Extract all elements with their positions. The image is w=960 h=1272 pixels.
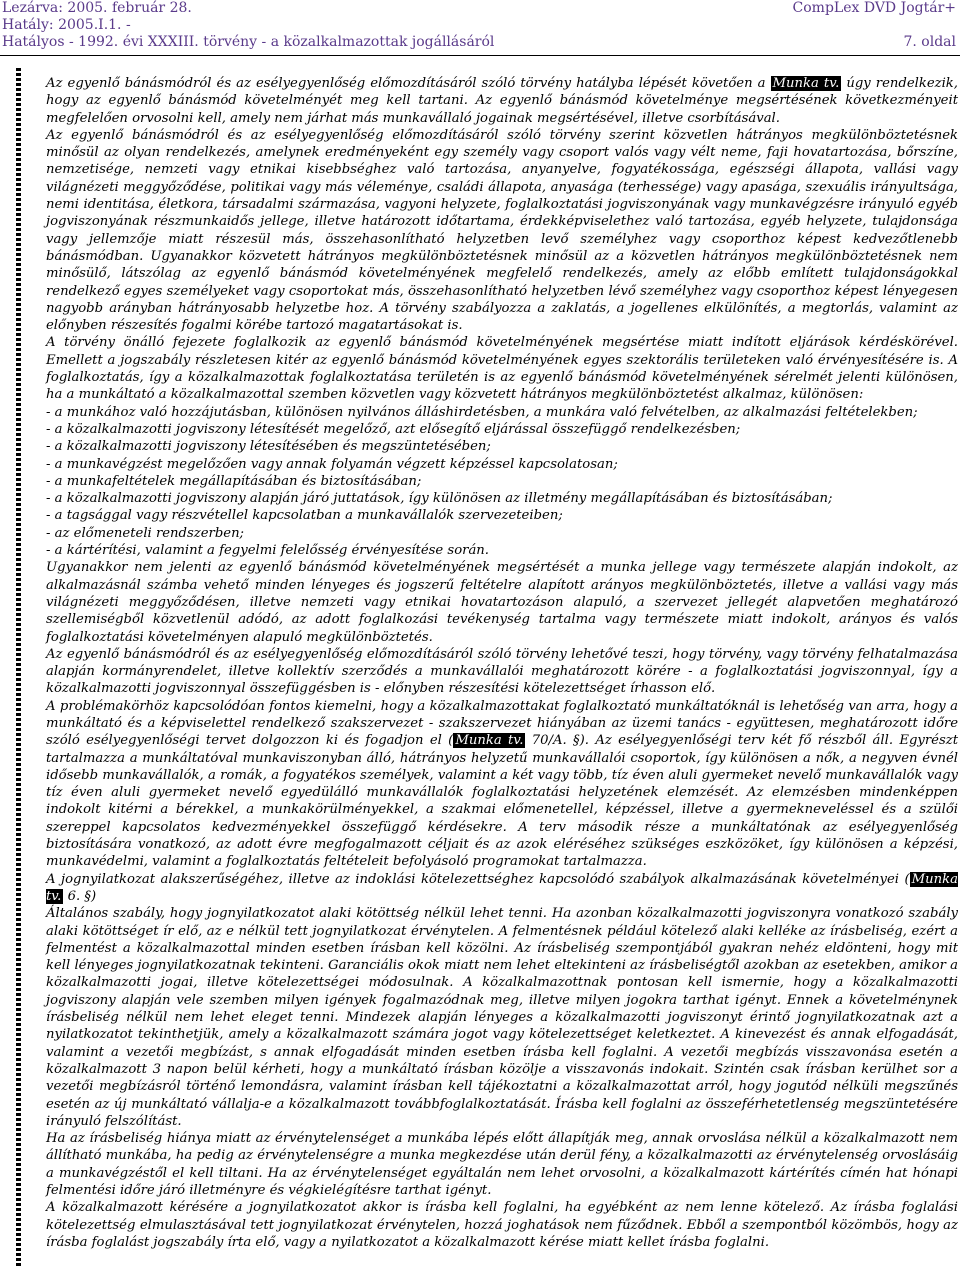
- paragraph-6-text-a: A problémakörhöz kapcsolódóan fontos kiemelni, hogy a közalkalmazottakat foglalkoztató munkáltatóknál is lehetőség van arra, hogy a munkáltató és a képviselettel rendelkező szakszervezet - szakszervezet hiányában az üzemi tanács - együttesen, meghatározott időre szóló esélyegyenlőségi tervet dolgozzon ki és fogadjon el (: [46, 698, 958, 749]
- list-item: - a munkafeltételek megállapításában és biztosításában;: [46, 473, 422, 489]
- header-law-title: Hatályos - 1992. évi XXXIII. törvény - a közalkalmazottak jogállásáról: [2, 34, 495, 50]
- paragraph-7-text-b: 6. §): [63, 888, 97, 904]
- header-product: CompLex DVD Jogtár+: [792, 0, 956, 16]
- header-page-number: 7. oldal: [903, 34, 956, 50]
- munka-tv-link[interactable]: Munka tv.: [455, 733, 524, 749]
- paragraph-5: Az egyenlő bánásmódról és az esélyegyenlőség előmozdításáról szóló törvény lehetővé teszi, hogy törvény, vagy törvény felhatalmazása alapján kormányrendelet, illetve kollektív szerződés a munkavállalói meghatározott körére - a foglalkoztatási jogviszonnyal, így a közalkalmazotti jogviszonnyal összefüggésben is - előnyben részesítési kötelezettséget írhasson elő.: [46, 646, 958, 697]
- paragraph-6: [46, 698, 958, 871]
- header-closed-date: Lezárva: 2005. február 28.: [2, 0, 192, 16]
- list-item: - a munkavégzést megelőzően vagy annak folyamán végzett képzéssel kapcsolatosan;: [46, 456, 618, 472]
- document-body: [46, 75, 958, 1251]
- header-validity: Hatály: 2005.I.1. -: [2, 17, 131, 33]
- list-item: - az előmeneteli rendszerben;: [46, 525, 244, 541]
- list-item: - a közalkalmazotti jogviszony létesítését megelőző, azt elősegítő eljárással összefüggő rendelkezésben;: [46, 421, 741, 437]
- paragraph-8: Általános szabály, hogy jognyilatkozatot alaki kötöttség nélkül lehet tenni. Ha azonban közalkalmazotti jogviszonyra vonatkozó szabály alaki kötöttséget ír elő, az e nélkül tett jognyilatkozat érvénytelen. A felmentésnek például kötelező alaki kelléke az írásbeliség, ezért a felmentést a közalkalmazottal minden esetben írásban kell közölni. Az írásbeliség szempontjából gyakran nehéz eldönteni, hogy mit kell lényeges jognyilatkozatnak tekinteni. Garanciális okok miatt nem lehet eltekinteni az írásbeliségtől azokban az esetekben, amikor a közalkalmazotti jogai, illetve kötelezettségei módosulnak. A közalkalmazottnak pontosan kell ismernie, hogy a közalkalmazotti jogviszony alapján vele szemben milyen igények fogalmazódnak meg, illetve milyen jogokra tarthat igényt. Ennek a követelménynek írásbeliség nélkül nem lehet eleget tenni. Mindezek alapján lényeges a közalkalmazotti jogviszonyt érintő jognyilatkozatnak azt a nyilatkozatot tekinthetjük, amely a közalkalmazott számára jogot vagy kötelezettséget keletkeztet. A kinevezést és annak elfogadását, valamint a vezetői megbízást, s annak elfogadását minden esetben írásba kell foglalni. A vezetői megbízás visszavonása esetén a közalkalmazott 3 napon belül kérheti, hogy a munkáltató írásban közölje a visszavonás indokait. Szintén csak írásban kerülhet sor a vezetői megbízásról történő lemondásra, valamint írásban kell tájékoztatni a közalkalmazottat arról, hogy jogutód nélküli megszűnés esetén az új munkáltató vállalja-e a közalkalmazott továbbfoglalkoztatását. Írásba kell foglalni az összeférhetetlenség megszüntetésére irányuló felszólítást.: [46, 906, 958, 1129]
- munka-tv-link[interactable]: Munka tv.: [46, 871, 958, 904]
- paragraph-9: Ha az írásbeliség hiánya miatt az érvénytelenséget a munkába lépés előtt állapítják meg, annak orvoslása nélkül a közalkalmazott nem állítható munkába, ha pedig az érvénytelenségre a munka megkezdése után derül fény, a közalkalmazotti az érvénytelenség orvoslásáig a munkavégzéstől el kell tiltani. Ha az érvénytelenséget egyáltalán nem lehet orvosolni, a közalkalmazott kártérítés címén hat hónapi felmentési időre járó illetményre és végkielégítésre tarthat igényt.: [46, 1131, 958, 1198]
- paragraph-1: [46, 75, 958, 127]
- paragraph-6-text-b: 70/A. §). Az esélyegyenlőségi terv két fő részből áll. Egyrészt tartalmazza a munkáltatóval munkaviszonyban álló, hátrányos helyzetű munkavállalói csoportok, így különösen a nők, a negyven évnél idősebb munkavállalók, a romák, a fogyatékos személyek, valamint a két vagy több, tíz éven aluli gyermeket nevelő munkavállalók vagy tíz éven aluli gyermeket nevelő egyedülálló munkavállalók foglalkoztatási helyzetének elemzését. Az elemzésben mindenképpen indokolt kitérni a bérekkel, a munkakörülményekkel, a szakmai előmenetellel, képzéssel, illetve a gyermekneveléssel és a szülői szereppel kapcsolatos kedvezményekkel összefüggő kérdésekre. A terv második része a munkáltatónak az esélyegyenlőség biztosítására vonatkozó, az adott évre megfogalmazott céljait és az azok eléréséhez szükséges eszközöket, így különösen a képzési, munkavédelmi, valamint a foglalkoztatás feltételeit befolyásoló programokat tartalmazza.: [46, 733, 958, 870]
- header-divider: [0, 55, 960, 56]
- paragraph-2: Az egyenlő bánásmódról és az esélyegyenlőség előmozdításáról szóló törvény szerint közvetlen hátrányos megkülönböztetésnek minősül az olyan rendelkezés, amelynek eredményeként egy személy vagy csoport valós vagy vélt neme, faji hovatartozása, bőrszíne, nemzetisége, nemzeti vagy etnikai kisebbséghez való tartozása, anyanyelve, fogyatékossága, egészségi állapota, vallási vagy világnézeti meggyőződése, politikai vagy más véleménye, családi állapota, anyasága (terhessége) vagy apasága, szexuális irányultsága, nemi identitása, életkora, társadalmi származása, vagyoni helyzete, foglalkoztatási jogviszonyának vagy munkavégzésre irányuló egyéb jogviszonyának részmunkaidős jellege, illetve határozott időtartama, érdekképviselethez való tartozása, egyéb helyzete, tulajdonsága vagy jellemzője miatt részesül más, összehasonlítható helyzetben levő személyhez vagy csoporthoz képest kedvezőtlenebb bánásmódban. Ugyanakkor közvetett hátrányos megkülönböztetésnek minősül az a közvetlen hátrányos megkülönböztetésnek nem minősülő, látszólag az egyenlő bánásmód követelményének megfelelő rendelkezés, amely az előbb említett tulajdonságokkal rendelkező egyes személyeket vagy csoportokat más, összehasonlítható helyzetben lévő személyhez vagy csoporthoz képest lényegesen nagyobb arányban hátrányosabb helyzetbe hoz. A törvény szabályozza a zaklatás, a jogellenes elkülönítés, a megtorlás, valamint az előnyben részesítés fogalmi körébe tartozó magatartásokat is.: [46, 127, 958, 334]
- paragraph-7: [46, 871, 958, 906]
- list-item: - a tagsággal vagy részvétellel kapcsolatban a munkavállalók szervezeteiben;: [46, 508, 563, 524]
- list-item: - a kártérítési, valamint a fegyelmi felelősség érvényesítése során.: [46, 543, 489, 559]
- paragraph-1-text-b: úgy rendelkezik, hogy az egyenlő bánásmód követelményét meg kell tartani. Az egyenlő bánásmód követelménye megsértésének következményeit megfelelően orvosolni kell, amely nem járhat más munkavállaló jogainak megsértésével, illetve csorbításával.: [46, 76, 958, 126]
- paragraph-4: Ugyanakkor nem jelenti az egyenlő bánásmód követelményének megsértését a munka jellege vagy természete alapján indokolt, az alkalmazásnál számba vehető minden lényeges és jogszerű feltételre alapított arányos megkülönböztetés, illetve a vallási vagy más világnézeti meggyőződésen, illetve nemzeti vagy etnikai hovatartozáson alapuló, a szervezet jellegét alapvetően meghatározó szellemiségből közvetlenül adódó, az adott foglalkozási tevékenység tartalma vagy természete miatt indokolt, arányos és valós foglalkoztatási követelményen alapuló megkülönböztetés.: [46, 560, 958, 645]
- list-item: - a közalkalmazotti jogviszony alapján járó juttatások, így különösen az illetmény megállapításában és biztosításában;: [46, 491, 833, 507]
- munka-tv-link[interactable]: Munka tv.: [772, 76, 840, 91]
- paragraph-10: A közalkalmazott kérésére a jognyilatkozatot akkor is írásba kell foglalni, ha egyébként az nem lenne kötelező. Az írásba foglalási kötelezettség elmulasztásával tett jognyilatkozat érvénytelen, hozzá joghatások nem fűződnek. Ebből a szempontból közömbös, hogy az írásba foglalást jogszabály írta elő, vagy a nyilatkozatot a közalkalmazott kérése miatt kellet írásba foglalni.: [46, 1200, 958, 1250]
- paragraph-1-text-a: Az egyenlő bánásmódról és az esélyegyenlőség előmozdításáról szóló törvény hatályba lépését követően a: [46, 76, 771, 91]
- change-marker-bar: [16, 68, 21, 1268]
- list-item: - a munkához való hozzájutásban, különösen nyilvános álláshirdetésben, a munkára való felvételben, az alkalmazási feltételekben;: [46, 404, 918, 420]
- list-item: - a közalkalmazotti jogviszony létesítésében és megszüntetésében;: [46, 439, 491, 455]
- paragraph-7-text-a: A jognyilatkozat alakszerűségéhez, illetve az indoklási kötelezettséghez kapcsolódó szabályok alkalmazásának követelményei (: [46, 871, 910, 887]
- paragraph-3: A törvény önálló fejezete foglalkozik az egyenlő bánásmód követelményének megsértése miatt indított eljárások kérdéskörével. Emellett a jogszabály részletesen kitér az egyenlő bánásmód követelményének egyes szektorális területeken való érvényesítésére is. A foglalkoztatás, így a közalkalmazottak foglalkoztatása területén is az egyenlő bánásmód követelményének sérelmét jelenti különösen, ha a munkáltató a közalkalmazottal szemben közvetlen vagy közvetett hátrányos megkülönböztetést alkalmaz, különösen:: [46, 335, 958, 403]
